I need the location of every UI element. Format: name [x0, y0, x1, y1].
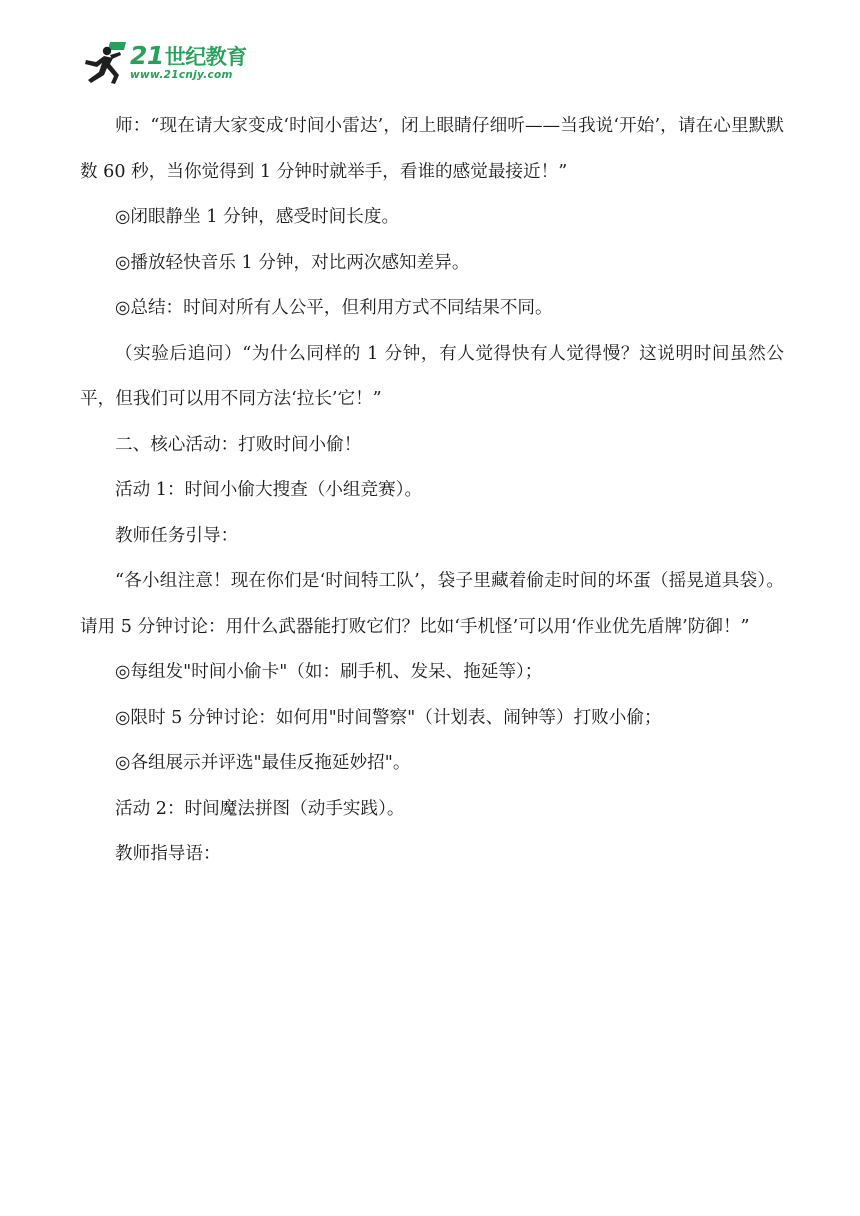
paragraph-task-guide-speech: “各小组注意！现在你们是‘时间特工队’，袋子里藏着偷走时间的坏蛋（摇晃道具袋）。请用 5 分钟讨论：用什么武器能打败它们？比如‘手机怪’可以用‘作业优先盾牌’防御！”	[80, 571, 784, 637]
paragraph-teacher-intro: 师：“现在请大家变成‘时间小雷达’，闭上眼睛仔细听——当我说‘开始’，请在心里默默数 60 秒，当你觉得到 1 分钟时就举手，看谁的感觉最接近！”	[80, 116, 784, 182]
paragraph-teacher-guide-label: 教师指导语：	[115, 844, 221, 864]
paragraph-task-guide-label: 教师任务引导：	[115, 525, 239, 546]
logo-url: www.21cnjy.com	[130, 69, 233, 82]
paragraph-step-music: ◎播放轻快音乐 1 分钟，对比两次感知差异。	[115, 252, 470, 273]
paragraph-followup-question: （实验后追问）“为什么同样的 1 分钟，有人觉得快有人觉得慢？这说明时间虽然公平，但我们可以用不同方法‘拉长’它！”	[80, 343, 784, 409]
paragraph-activity-2: 活动 2：时间魔法拼图（动手实践）。	[115, 798, 405, 819]
paragraph-step-showcase: ◎各组展示并评选"最佳反拖延妙招"。	[115, 753, 411, 773]
runner-logo-icon	[80, 40, 128, 84]
logo-title: 21世纪教育	[130, 41, 247, 71]
page-header	[80, 40, 247, 84]
section-heading-core-activity: 二、核心活动：打败时间小偷！	[115, 434, 362, 455]
paragraph-step-cards: ◎每组发"时间小偷卡"（如：刷手机、发呆、拖延等）；	[115, 662, 543, 682]
paragraph-step-close-eyes: ◎闭眼静坐 1 分钟，感受时间长度。	[115, 207, 400, 227]
document-body	[80, 104, 784, 878]
paragraph-activity-1: 活动 1：时间小偷大搜查（小组竞赛）。	[115, 480, 423, 500]
paragraph-step-summary: ◎总结：时间对所有人公平，但利用方式不同结果不同。	[115, 298, 553, 318]
paragraph-step-discussion: ◎限时 5 分钟讨论：如何用"时间警察"（计划表、闹钟等）打败小偷；	[115, 707, 662, 728]
logo-wordmark	[130, 43, 247, 81]
